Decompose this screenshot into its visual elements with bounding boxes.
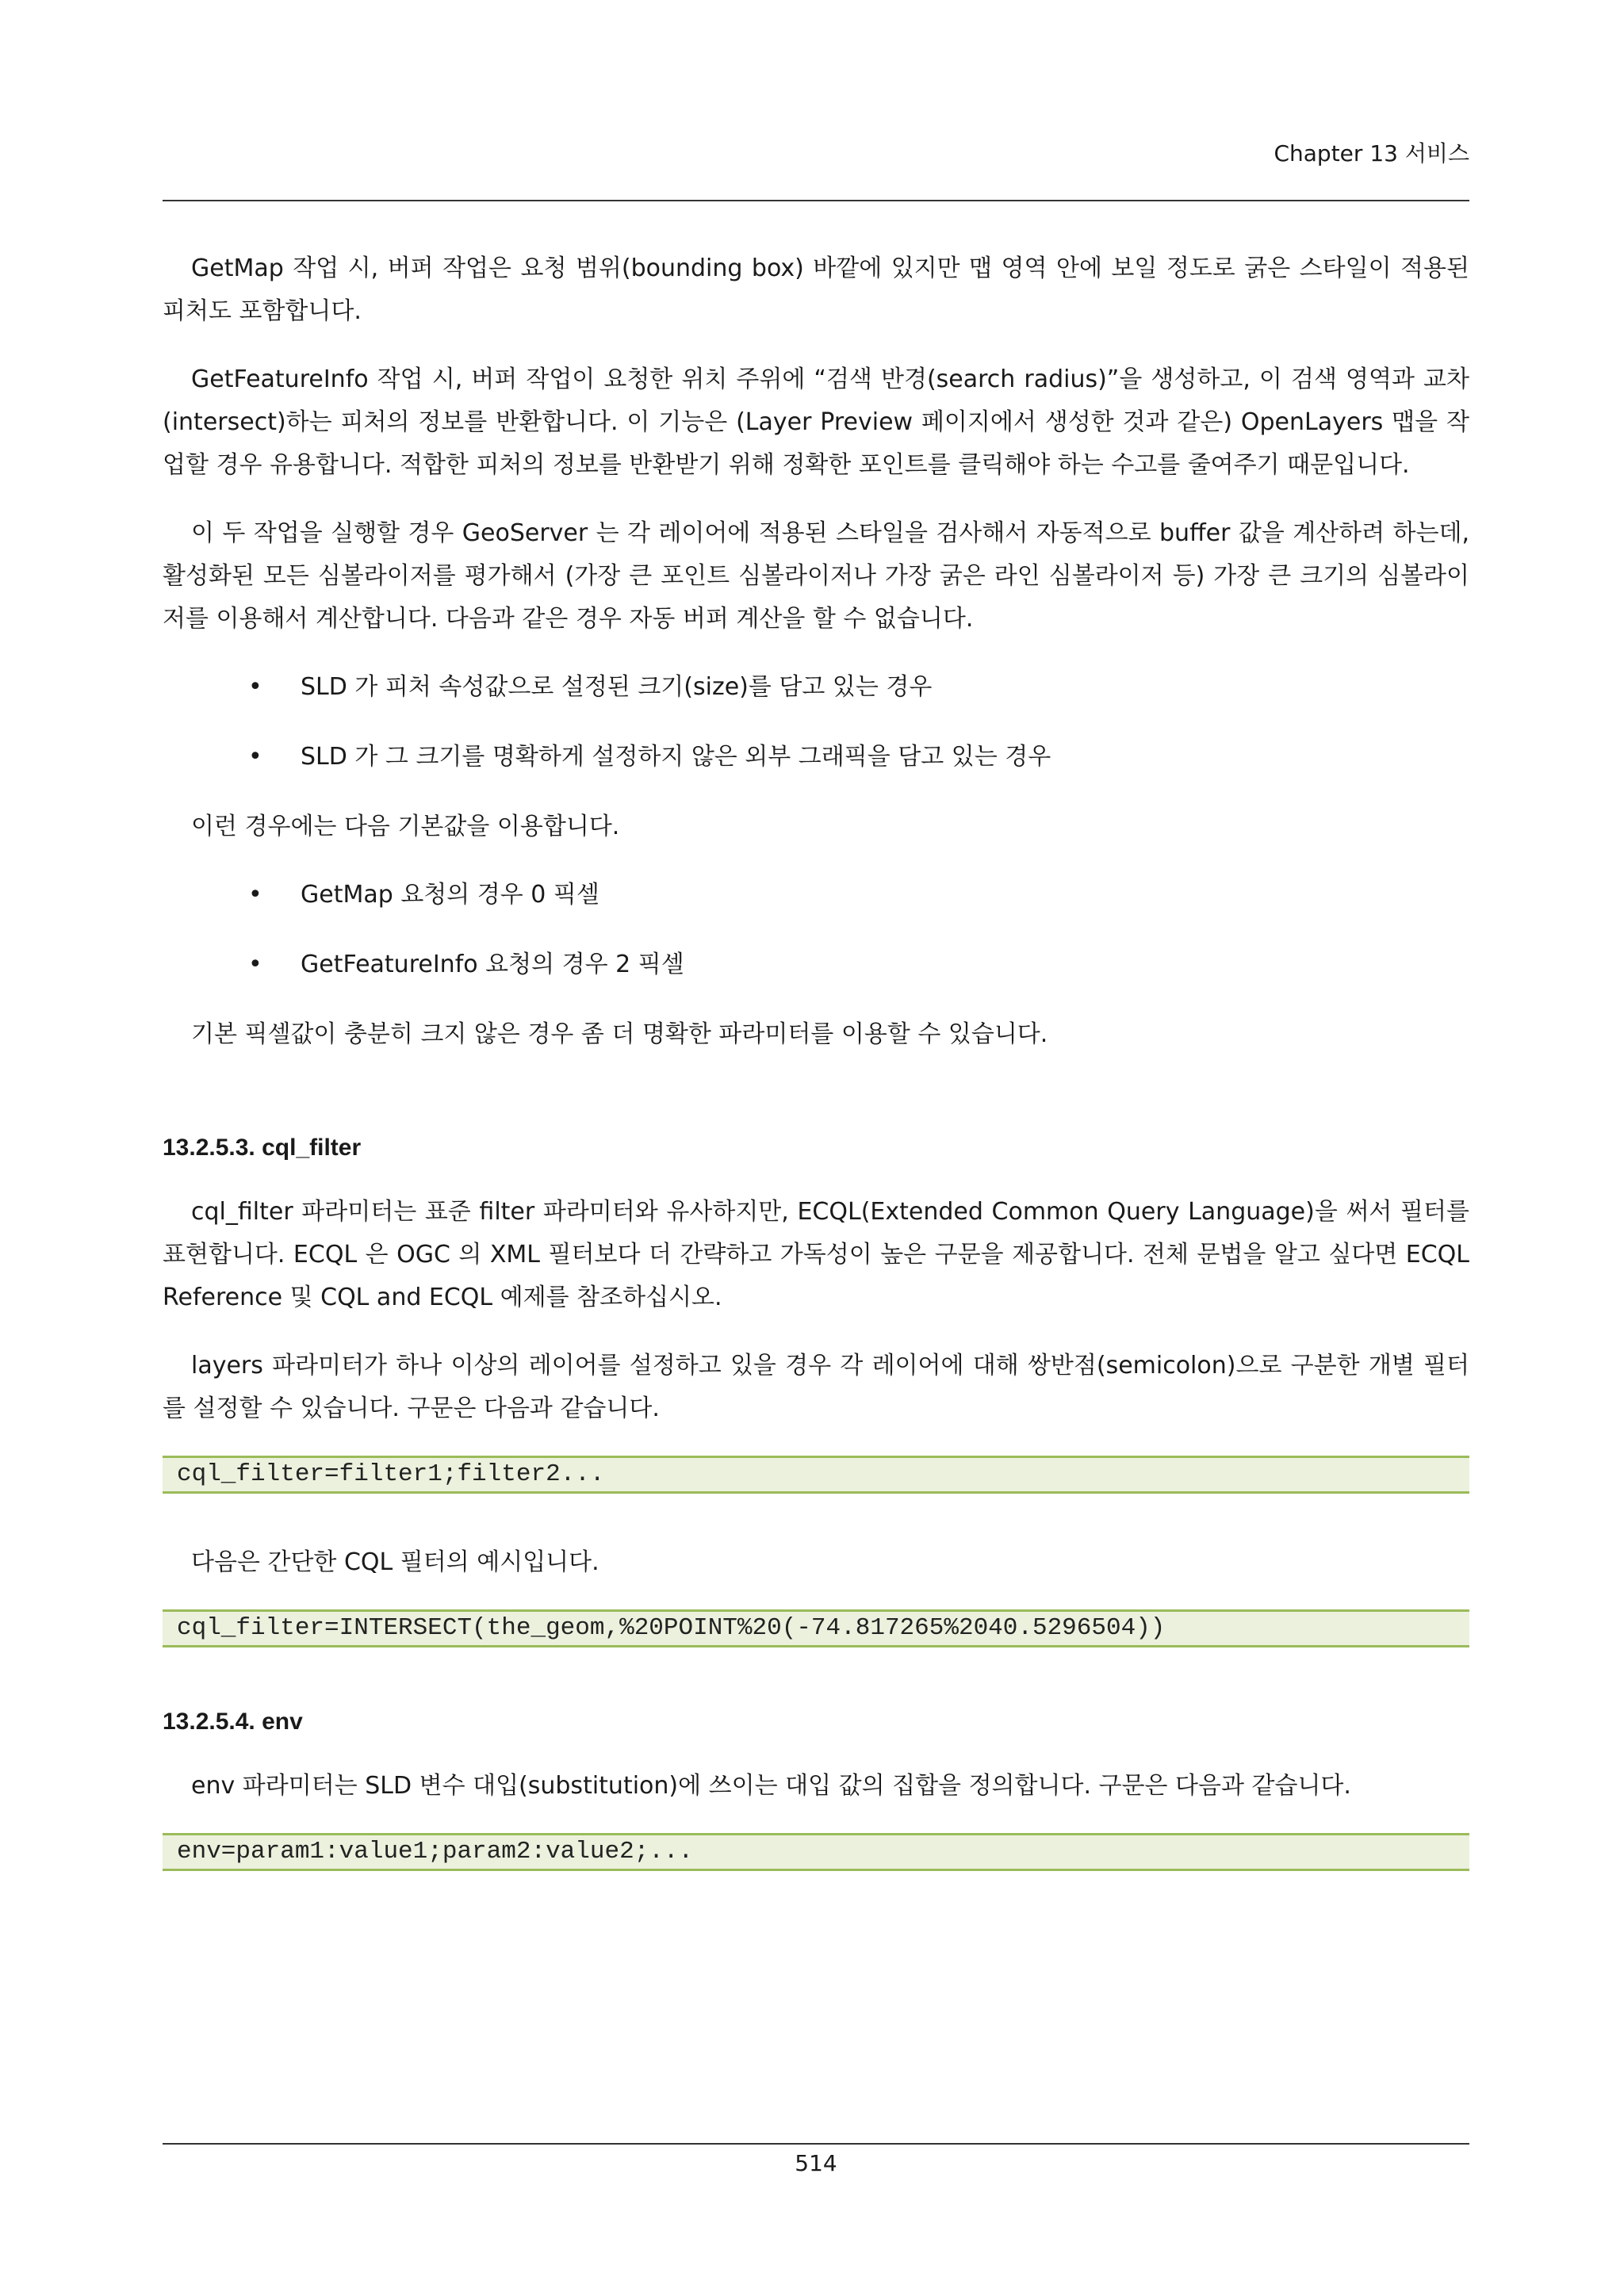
paragraph-getfeatureinfo-buffer: GetFeatureInfo 작업 시, 버퍼 작업이 요청한 위치 주위에 “검색 반경(search radius)”을 생성하고, 이 검색 영역과 교차(intersect)하는 피처의 정보를 반환합니다. 이 기능은 (Layer Preview 페이지에서 생성한 것과 같은) OpenLayers 맵을 작업할 경우 유용합니다. 적합한 피처의 정보를 반환받기 위해 정확한 포인트를 클릭해야 하는 수고를 줄여주기 때문입니다. [163, 365, 1469, 479]
section-heading-cql-filter: 13.2.5.3. cql_filter [163, 1135, 362, 1161]
header-divider [163, 200, 1469, 201]
paragraph-defaults-intro: 이런 경우에는 다음 기본값을 이용합니다. [191, 813, 620, 840]
bullet-icon: • [248, 673, 262, 701]
list-item [163, 943, 1469, 986]
paragraph-cql-filter-layers: layers 파라미터가 하나 이상의 레이어를 설정하고 있을 경우 각 레이어에 대해 쌍반점(semicolon)으로 구분한 개별 필터를 설정할 수 있습니다. 구문은 다음과 같습니다. [163, 1352, 1469, 1422]
paragraph-auto-buffer: 이 두 작업을 실행할 경우 GeoServer 는 각 레이어에 적용된 스타일을 검사해서 자동적으로 buffer 값을 계산하려 하는데, 활성화된 모든 심볼라이저를 평가해서 (가장 큰 포인트 심볼라이저나 가장 굵은 라인 심볼라이저 등) 가장 큰 크기의 심볼라이저를 이용해서 계산합니다. 다음과 같은 경우 자동 버퍼 계산을 할 수 없습니다. [163, 519, 1469, 633]
running-header: Chapter 13 서비스 [1274, 140, 1469, 166]
page-number: 514 [795, 2150, 837, 2176]
paragraph-explicit-param: 기본 픽셀값이 충분히 크지 않은 경우 좀 더 명확한 파라미터를 이용할 수 있습니다. [191, 1020, 1048, 1048]
footer-divider [163, 2143, 1469, 2145]
document-page [163, 0, 1469, 2296]
page-content [163, 247, 1469, 1919]
list-item-text: SLD 가 그 크기를 명확하게 설정하지 않은 외부 그래픽을 담고 있는 경우 [301, 743, 1051, 771]
bullet-list-defaults [163, 874, 1469, 986]
list-item [163, 666, 1469, 709]
paragraph-cql-example-intro: 다음은 간단한 CQL 필터의 예시입니다. [191, 1548, 599, 1576]
code-block-cql-syntax: cql_filter=filter1;filter2... [163, 1456, 1469, 1494]
code-block-cql-example: cql_filter=INTERSECT(the_geom,%20POINT%20(-74.817265%2040.5296504)) [163, 1609, 1469, 1647]
bullet-icon: • [248, 951, 262, 978]
bullet-icon: • [248, 881, 262, 909]
list-item [163, 736, 1469, 779]
list-item [163, 874, 1469, 916]
section-heading-env: 13.2.5.4. env [163, 1709, 303, 1735]
list-item-text: SLD 가 피처 속성값으로 설정된 크기(size)를 담고 있는 경우 [301, 673, 933, 701]
list-item-text: GetFeatureInfo 요청의 경우 2 픽셀 [301, 951, 684, 978]
bullet-icon: • [248, 743, 262, 771]
code-block-env-syntax: env=param1:value1;param2:value2;... [163, 1833, 1469, 1871]
paragraph-env-desc: env 파라미터는 SLD 변수 대입(substitution)에 쓰이는 대입 값의 집합을 정의합니다. 구문은 다음과 같습니다. [191, 1772, 1351, 1800]
list-item-text: GetMap 요청의 경우 0 픽셀 [301, 881, 599, 909]
paragraph-getmap-buffer: GetMap 작업 시, 버퍼 작업은 요청 범위(bounding box) 바깥에 있지만 맵 영역 안에 보일 정도로 굵은 스타일이 적용된 피처도 포함합니다. [163, 254, 1469, 325]
paragraph-cql-filter-desc: cql_filter 파라미터는 표준 filter 파라미터와 유사하지만, ECQL(Extended Common Query Language)을 써서 필터를 표현합니다. ECQL 은 OGC 의 XML 필터보다 더 간략하고 가독성이 높은 구문을 제공합니다. 전체 문법을 알고 싶다면 ECQL Reference 및 CQL and ECQL 예제를 참조하십시오. [163, 1198, 1469, 1311]
bullet-list-exceptions [163, 666, 1469, 779]
